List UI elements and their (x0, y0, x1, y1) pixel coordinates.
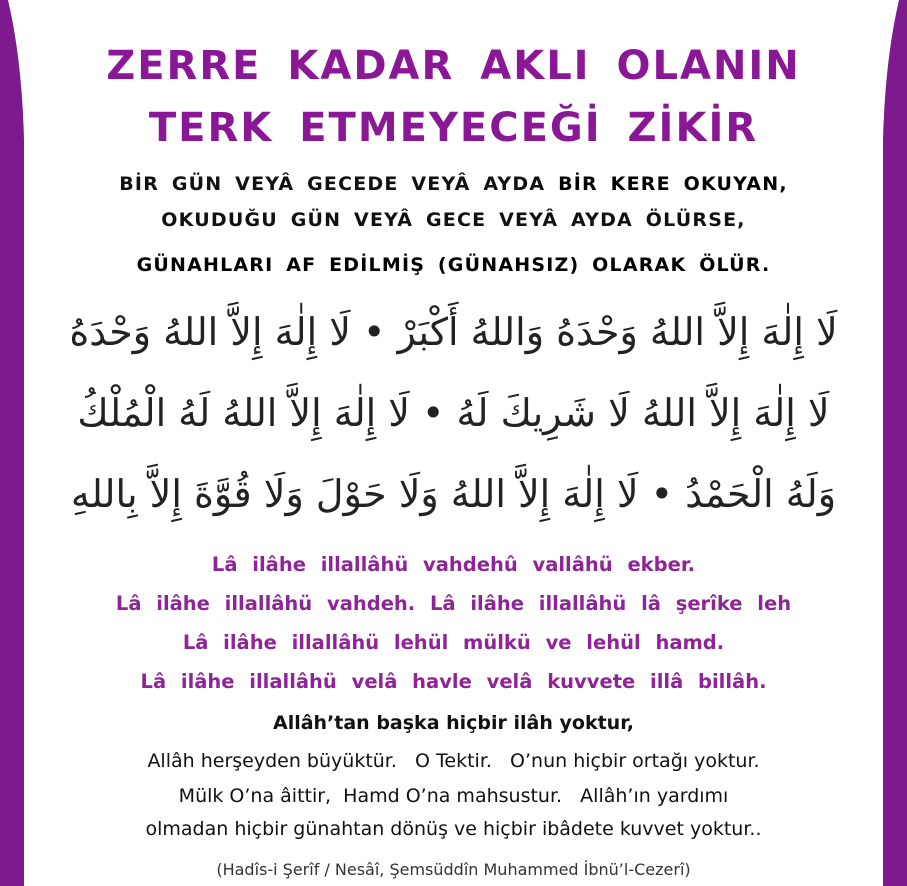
arabic-line-3: وَلَهُ الْحَمْدُ • لَا إِلٰهَ إِلاَّ اللهُ وَلَا حَوْلَ وَلَا قُوَّةَ إِلاَّ بِاللهِ (70, 472, 837, 516)
arabic-line-2: لَا إِلٰهَ إِلاَّ اللهُ لَا شَرِيكَ لَهُ • لَا إِلٰهَ إِلاَّ اللهُ لَهُ الْمُلْكُ (77, 391, 830, 435)
content-card (30, 0, 877, 886)
source-citation: (Hadîs-i Şerîf / Nesâî, Şemsüddîn Muhammed İbnü’l-Cezerî) (216, 860, 691, 879)
meaning-line-4: olmadan hiçbir günahtan dönüş ve hiçbir ibâdete kuvvet yoktur.. (145, 818, 762, 840)
translit-line-3: Lâ ilâhe illallâhü lehül mülkü ve lehül hamd. (182, 631, 725, 654)
right-decorative-bar (877, 0, 907, 886)
translit-line-1: Lâ ilâhe illallâhü vahdehû vallâhü ekber. (211, 553, 696, 576)
title-line-1: ZERRE KADAR AKLI OLANIN (106, 43, 801, 89)
title-line-2: TERK ETMEYECEĞİ ZİKİR (148, 105, 759, 151)
intro-line-3: GÜNAHLARI AF EDİLMİŞ (GÜNAHSIZ) OLARAK ÖLÜR. (136, 254, 771, 276)
intro-line-1: BİR GÜN VEYÂ GECEDE VEYÂ AYDA BİR KERE OKUYAN, (119, 173, 788, 195)
arabic-line-1: لَا إِلٰهَ إِلاَّ اللهُ وَحْدَهُ وَاللهُ أَكْبَرْ • لَا إِلٰهَ إِلاَّ اللهُ وَحْدَهُ (69, 310, 838, 354)
meaning-line-3: Mülk O’na âittir, Hamd O’na mahsustur. Allâh’ın yardımı (178, 785, 729, 807)
meaning-line-1: Allâh’tan başka hiçbir ilâh yoktur, (272, 712, 634, 734)
intro-line-2: OKUDUĞU GÜN VEYÂ GECE VEYÂ AYDA ÖLÜRSE, (161, 209, 746, 231)
translit-line-4: Lâ ilâhe illallâhü velâ havle velâ kuvvete illâ billâh. (140, 670, 767, 693)
meaning-line-2: Allâh herşeyden büyüktür. O Tektir. O’nun hiçbir ortağı yoktur. (147, 750, 760, 772)
left-decorative-bar (0, 0, 30, 886)
translit-line-2: Lâ ilâhe illallâhü vahdeh. Lâ ilâhe illallâhü lâ şerîke leh (115, 592, 792, 615)
